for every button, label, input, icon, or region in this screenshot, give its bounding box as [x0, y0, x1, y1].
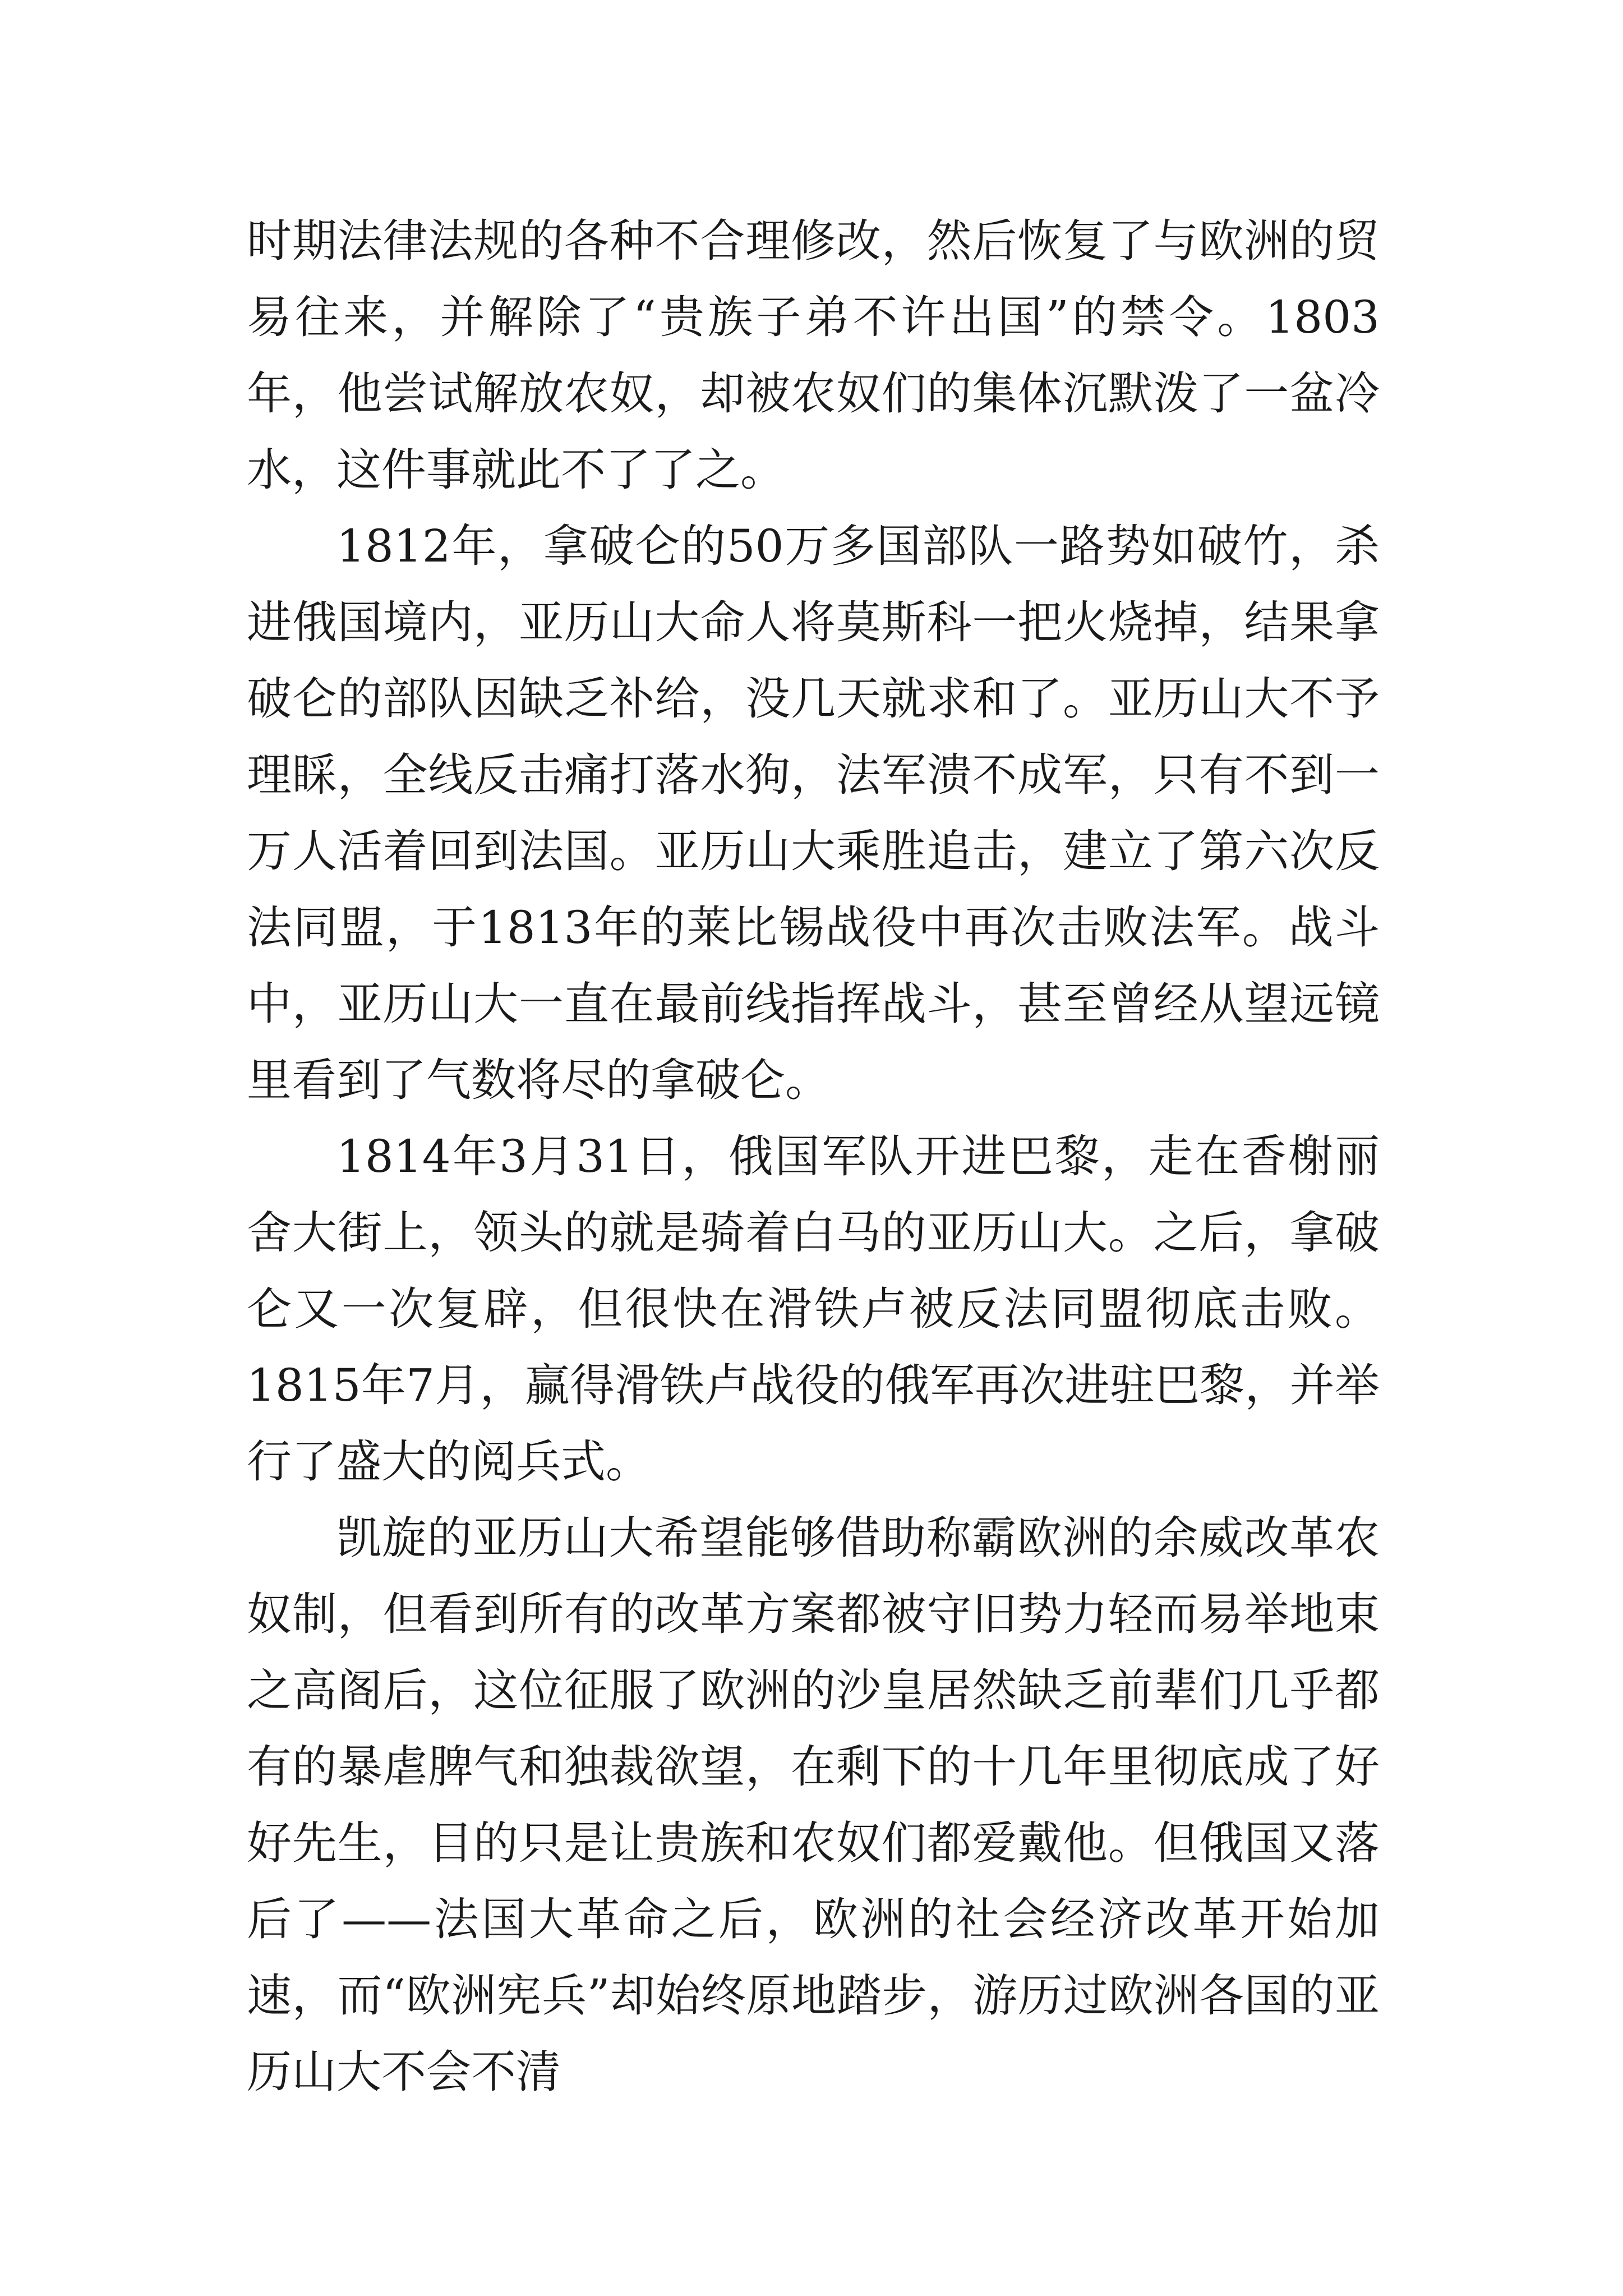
body-text [247, 203, 1380, 2110]
paragraph: 时期法律法规的各种不合理修改，然后恢复了与欧洲的贸易往来，并解除了“贵族子弟不许出国”的禁令。1803年，他尝试解放农奴，却被农奴们的集体沉默泼了一盆冷水，这件事就此不了了之。 [247, 215, 1380, 496]
paragraph: 凯旋的亚历山大希望能够借助称霸欧洲的余威改革农奴制，但看到所有的改革方案都被守旧势力轻而易举地束之高阁后，这位征服了欧洲的沙皇居然缺乏前辈们几乎都有的暴虐脾气和独裁欲望，在剩下的十几年里彻底成了好好先生，目的只是让贵族和农奴们都爱戴他。但俄国又落后了——法国大革命之后，欧洲的社会经济改革开始加速，而“欧洲宪兵”却始终原地踏步，游历过欧洲各国的亚历山大不会不清 [247, 1512, 1380, 2098]
paragraph: 1812年，拿破仑的50万多国部队一路势如破竹，杀进俄国境内，亚历山大命人将莫斯科一把火烧掉，结果拿破仑的部队因缺乏补给，没几天就求和了。亚历山大不予理睬，全线反击痛打落水狗，法军溃不成军，只有不到一万人活着回到法国。亚历山大乘胜追击，建立了第六次反法同盟，于1813年的莱比锡战役中再次击败法军。战斗中，亚历山大一直在最前线指挥战斗，甚至曾经从望远镜里看到了气数将尽的拿破仑。 [247, 520, 1380, 1106]
paragraph: 1814年3月31日，俄国军队开进巴黎，走在香榭丽舍大街上，领头的就是骑着白马的亚历山大。之后，拿破仑又一次复辟，但很快在滑铁卢被反法同盟彻底击败。1815年7月，赢得滑铁卢战役的俄军再次进驻巴黎，并举行了盛大的阅兵式。 [247, 1130, 1380, 1488]
